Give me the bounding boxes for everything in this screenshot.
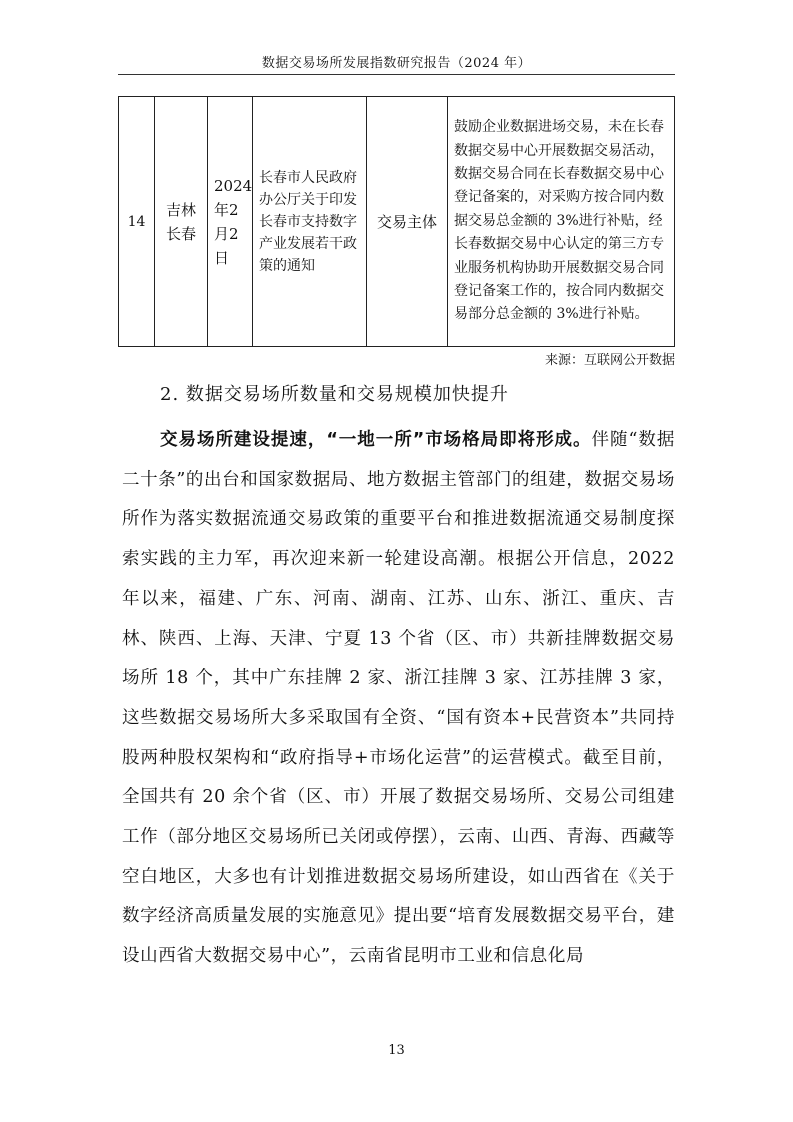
- paragraph-text: 伴随“数据二十条”的出台和国家数据局、地方数据主管部门的组建，数据交易场所作为落实数据流通交易政策的重要平台和推进数据流通交易制度探索实践的主力军，再次迎来新一轮建设高潮。根据公开信息，2022 年以来，福建、广东、河南、湖南、江苏、山东、浙江、重庆、吉林、陕西、上海、天津、宁夏 13 个省（区、市）共新挂牌数据交易场所 18 个，其中广东挂牌 2 家、浙江挂牌 3 家、江苏挂牌 3 家，这些数据交易场所大多采取国有全资、“国有资本+民营资本”共同持股两种股权架构和“政府指导+市场化运营”的运营模式。截至目前，全国共有 20 余个省（区、市）开展了数据交易场所、交易公司组建工作（部分地区交易场所已关闭或停摆），云南、山西、青海、西藏等空白地区，大多也有计划推进数据交易场所建设，如山西省在《关于数字经济高质量发展的实施意见》提出要“培育发展数据交易平台，建设山西省大数据交易中心”，云南省昆明市工业和信息化局: [122, 430, 675, 967]
- cell-policy-title: 长春市人民政府办公厅关于印发长春市支持数字产业发展若干政策的通知: [253, 97, 367, 347]
- table-source: 来源：互联网公开数据: [544, 353, 675, 368]
- cell-date: 2024年2月2日: [208, 97, 253, 347]
- cell-number: 14: [119, 97, 155, 347]
- paragraph-lead: 交易场所建设提速，“一地一所”市场格局即将形成。: [160, 430, 592, 450]
- cell-subject: 交易主体: [367, 97, 448, 347]
- page-number: 13: [388, 1043, 405, 1058]
- body-paragraph: [122, 421, 675, 977]
- policy-table: [118, 96, 675, 347]
- cell-content: 鼓励企业数据进场交易，未在长春数据交易中心开展数据交易活动，数据交易合同在长春数据交易中心登记备案的，对采购方按合同内数据交易总金额的 3%进行补贴，经长春数据交易中心认定的第三方专业服务机构协助开展数据交易合同登记备案工作的，按合同内数据交易部分总金额的 3%进行补贴。: [448, 97, 675, 347]
- header-divider: [118, 74, 675, 75]
- cell-region: 吉林长春: [155, 97, 208, 347]
- table-row: [119, 97, 675, 347]
- running-header: 数据交易场所发展指数研究报告（2024 年）: [261, 56, 532, 71]
- section-heading: 2. 数据交易场所数量和交易规模加快提升: [160, 384, 509, 405]
